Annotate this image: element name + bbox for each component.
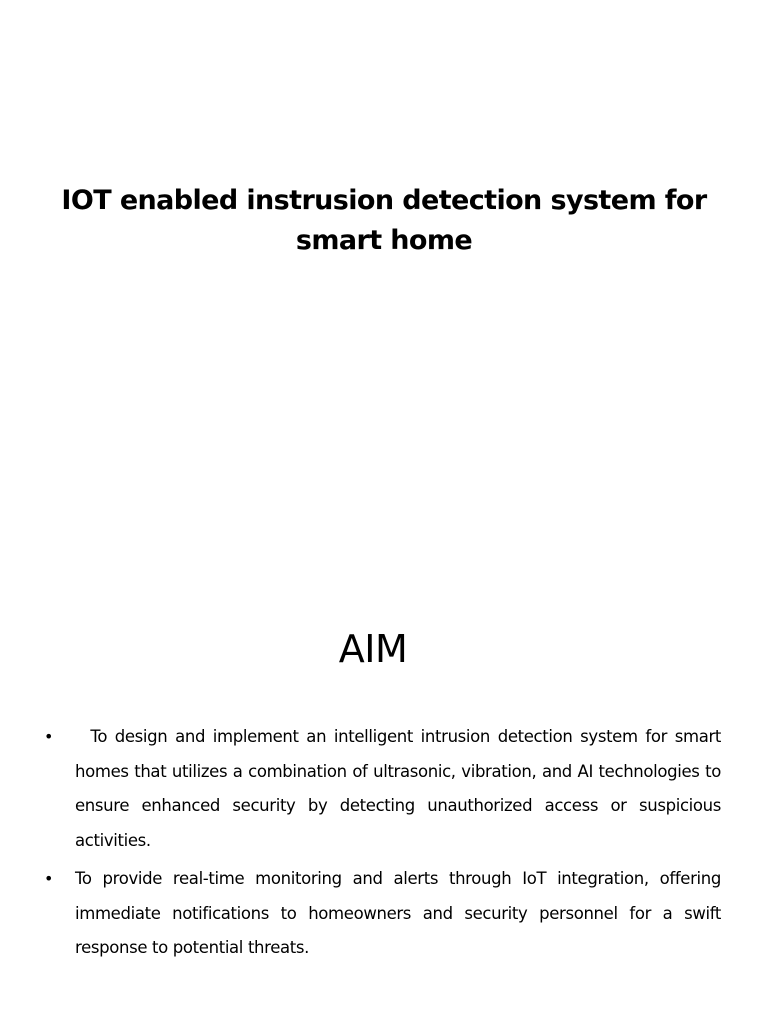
aim-bullet-item-2 bbox=[40, 862, 721, 966]
aim-bullet-text-1: To design and implement an intelligent intrusion detection system for smart homes that utilizes a combination of ultrasonic, vibration, and AI technologies to ensure enhanced security by detecting unauthorized access or suspicious activities. bbox=[75, 727, 726, 850]
aim-bullet-text-2: To provide real-time monitoring and alerts through IoT integration, offering immediate notifications to homeowners and security personnel for a swift response to potential threats. bbox=[75, 869, 721, 957]
document-title bbox=[60, 181, 708, 261]
aim-heading: AIM bbox=[338, 627, 408, 671]
aim-bullet-item-1 bbox=[40, 720, 726, 858]
bullet-dot-icon: • bbox=[44, 727, 54, 746]
document-title-line-2: smart home bbox=[295, 225, 473, 256]
bullet-dot-icon: • bbox=[44, 869, 54, 888]
document-title-line-1: IOT enabled instrusion detection system for bbox=[61, 185, 707, 216]
aim-bullet-list bbox=[40, 720, 726, 970]
